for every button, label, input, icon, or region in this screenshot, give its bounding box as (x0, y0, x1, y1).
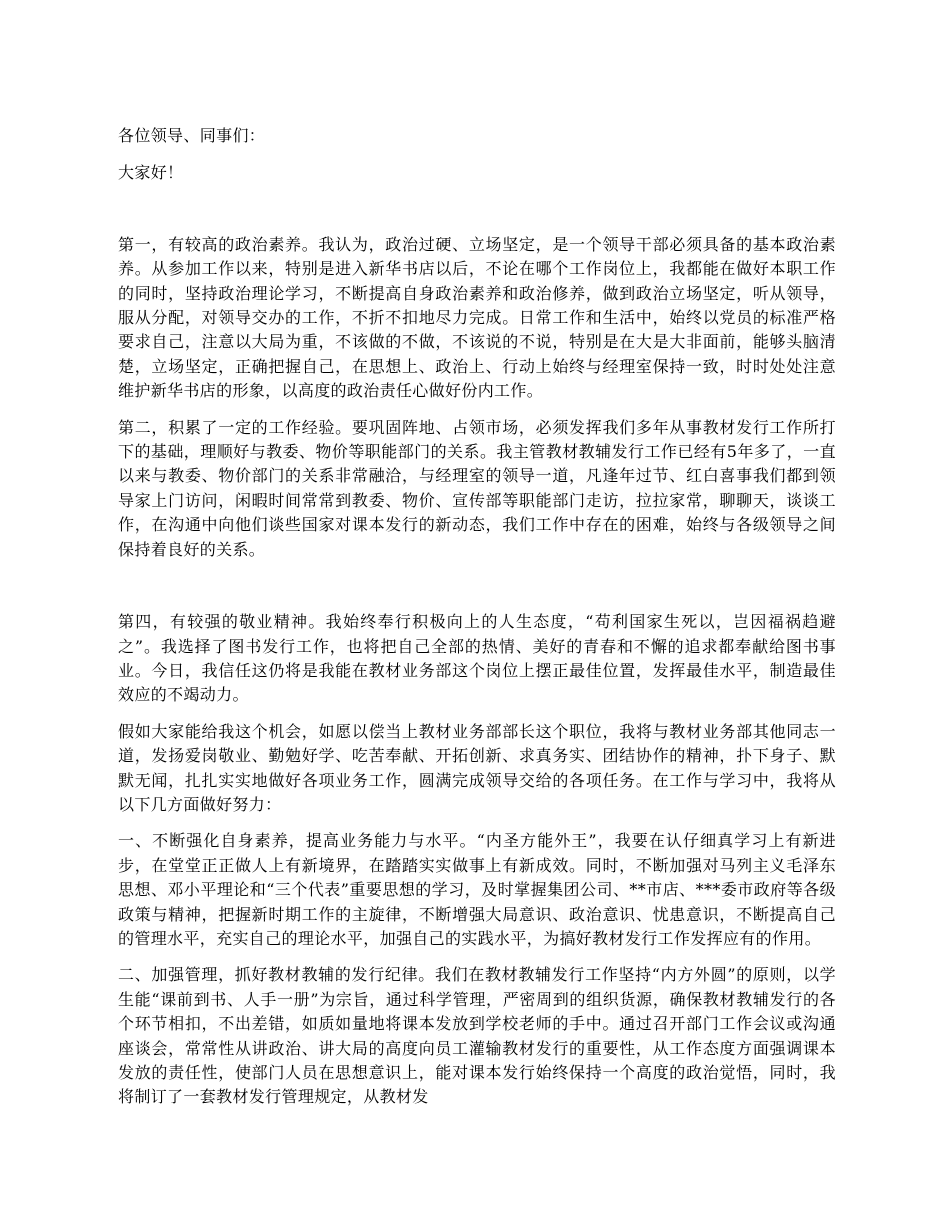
paragraph-political-quality: 第一，有较高的政治素养。我认为，政治过硬、立场坚定，是一个领导干部必须具备的基本政治素养。从参加工作以来，特别是进入新华书店以后，不论在哪个工作岗位上，我都能在做好本职工作的同时，坚持政治理论学习，不断提高自身政治素养和政治修养，做到政治立场坚定，听从领导，服从分配，对领导交办的工作，不折不扣地尽力完成。日常工作和生活中，始终以党员的标准严格要求自己，注意以大局为重，不该做的不做，不该说的不说，特别是在大是大非面前，能够头脑清楚，立场坚定，正确把握自己，在思想上、政治上、行动上始终与经理室保持一致，时时处处注意维护新华书店的形象，以高度的政治责任心做好份内工作。 (118, 234, 836, 401)
paragraph-commitment: 假如大家能给我这个机会，如愿以偿当上教材业务部部长这个职位，我将与教材业务部其他同志一道，发扬爱岗敬业、勤勉好学、吃苦奉献、开拓创新、求真务实、团结协作的精神，扑下身子、默默无闻，扎扎实实地做好各项业务工作，圆满完成领导交给的各项任务。在工作与学习中，我将从以下几方面做好努力： (118, 721, 836, 814)
paragraph-work-experience: 第二，积累了一定的工作经验。要巩固阵地、占领市场，必须发挥我们多年从事教材发行工作所打下的基础，理顺好与教委、物价等职能部门的关系。我主管教材教辅发行工作已经有5年多了，一直以来与教委、物价部门的关系非常融洽，与经理室的领导一道，凡逢年过节、红白喜事我们都到领导家上门访问，闲暇时间常常到教委、物价、宣传部等职能部门走访，拉拉家常，聊聊天，谈谈工作，在沟通中向他们谈些国家对课本发行的新动态，我们工作中存在的困难，始终与各级领导之间保持着良好的关系。 (118, 417, 836, 559)
blank-gap (118, 574, 836, 610)
salutation: 各位领导、同事们： (118, 126, 266, 145)
paragraph-self-improvement: 一、不断强化自身素养，提高业务能力与水平。“内圣方能外王”，我要在认仔细真学习上有新进步，在堂堂正正做人上有新境界，在踏踏实实做事上有新成效。同时，不断加强对马列主义毛泽东思想、邓小平理论和“三个代表”重要思想的学习，及时掌握集团公司、**市店、***委市政府等各级政策与精神，把握新时期工作的主旋律，不断增强大局意识、政治意识、忧患意识，不断提高自己的管理水平，充实自己的理论水平，加强自己的实践水平，为搞好教材发行工作发挥应有的作用。 (118, 831, 836, 948)
paragraph-management: 二、加强管理，抓好教材教辅的发行纪律。我们在教材教辅发行工作坚持“内方外圆”的原则，以学生能“课前到书、人手一册”为宗旨，通过科学管理，严密周到的组织货源，确保教材教辅发行的各个环节相扣，不出差错，如质如量地将课本发放到学校老师的手中。通过召开部门工作会议或沟通座谈会，常常性从讲政治、讲大局的高度向员工灌输教材发行的重要性，从工作态度方面强调课本发放的责任性，使部门人员在思想意识上，能对课本发行始终保持一个高度的政治觉悟，同时，我将制订了一套教材发行管理规定，从教材发 (118, 965, 836, 1107)
blank-gap (118, 199, 836, 233)
document-page (118, 124, 836, 1122)
paragraph-dedication: 第四，有较强的敬业精神。我始终奉行积极向上的人生态度，“苟利国家生死以，岂因福祸趋避之”。我选择了图书发行工作，也将把自己全部的热情、美好的青春和不懈的追求都奉献给图书事业。今日，我信任这仍将是我能在教材业务部这个岗位上摆正最佳位置，发挥最佳水平，制造最佳效应的不竭动力。 (118, 612, 836, 705)
greeting: 大家好！ (118, 163, 184, 183)
